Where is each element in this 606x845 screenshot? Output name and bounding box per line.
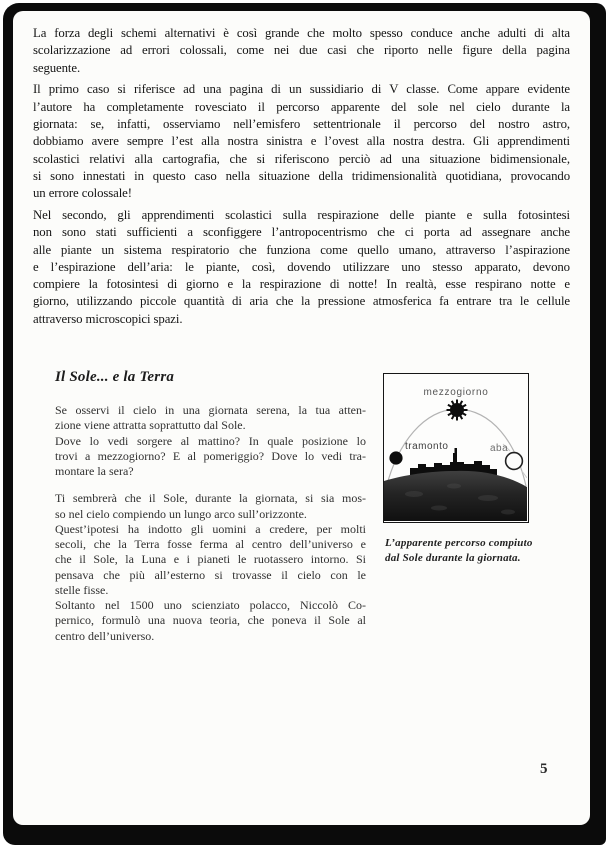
text-line: stelle fisse. xyxy=(55,582,109,597)
paragraph xyxy=(55,434,366,480)
textbook-excerpt xyxy=(55,368,366,644)
figure-caption-line: dal Sole durante la giornata. xyxy=(385,552,521,564)
sunrise-label: aba xyxy=(490,443,509,454)
paragraph xyxy=(33,207,570,328)
paragraph xyxy=(55,491,366,522)
page-number: 5 xyxy=(540,761,548,777)
text-line: Dove lo vedi sorgere al mattino? In quale posizione lo xyxy=(55,433,366,448)
sunset-label: tramonto xyxy=(405,441,449,452)
text-line: Soltanto nel 1500 uno scienziato polacco, Niccolò Co- xyxy=(55,598,366,612)
text-line: che il Sole, la Luna e i pianeti le ruotassero intorno. Si xyxy=(55,552,366,567)
text-line: scolarizzazione ad errori colossali, come nei due casi che riporto nelle figure della pagina xyxy=(33,43,570,58)
text-line: zione viene attratta soprattutto dal Sole. xyxy=(55,418,246,433)
text-line: giornata: se, infatti, osserviamo nell’emisfero settentrionale il percorso del nostro astro, xyxy=(33,116,570,131)
document-page xyxy=(13,11,590,825)
text-line: dobbiamo avere sempre l’est alla nostra sinistra e l’ovest alla nostra destra. Gli apprendimenti xyxy=(33,134,570,149)
text-line: Quest’ipotesi ha indotto gli uomini a credere, per molti xyxy=(55,521,366,536)
text-line: e l’espirazione dell’aria: le piante, così, dovendo utilizzare uno stesso apparato, devono xyxy=(33,259,570,274)
text-line: so nel cielo compiendo un lungo arco sull’orizzonte. xyxy=(55,506,307,521)
text-line: non sono stati sufficienti a sconfiggere l’antropocentrismo che ci porta ad assegnare anche xyxy=(33,225,570,240)
sunset-sun-icon xyxy=(389,451,402,464)
main-text-block xyxy=(33,25,570,333)
text-line: compiere la fotosintesi di giorno e la respirazione di notte! In realtà, esse respirano notte e xyxy=(33,277,570,292)
text-line: La forza degli schemi alternativi è così grande che molto spesso conduce anche adulti di alta xyxy=(33,26,570,40)
paragraph xyxy=(55,522,366,598)
text-line: trovi a mezzogiorno? E al pomeriggio? Dove lo vedi tra- xyxy=(55,448,366,463)
text-line: pensava che più all’esterno si trovasse il cielo con le xyxy=(55,567,366,582)
figure-caption-line: L’apparente percorso compiuto xyxy=(385,537,533,549)
village-silhouette xyxy=(410,448,497,475)
text-line: l’autore ha completamente rovesciato il percorso apparente del sole nel cielo durante la xyxy=(33,99,570,114)
text-line: un errore colossale! xyxy=(33,186,132,201)
text-line: seguente. xyxy=(33,60,81,75)
sunrise-sun-icon xyxy=(506,453,523,470)
sun-path-figure xyxy=(383,373,529,523)
excerpt-block xyxy=(55,491,366,644)
text-line: montare la sera? xyxy=(55,464,134,478)
excerpt-title: Il Sole... e la Terra xyxy=(55,369,175,385)
noon-label: mezzogiorno xyxy=(423,387,489,398)
noon-sun-icon xyxy=(447,400,468,421)
paragraph xyxy=(33,25,570,77)
text-line: alle piante un sistema respiratorio che funziona come quello umano, attraverso l’aspirazione xyxy=(33,242,570,257)
text-line: Nel secondo, gli apprendimenti scolastici sulla respirazione delle piante e sulla fotosintesi xyxy=(33,207,570,222)
figure-caption xyxy=(385,536,550,566)
text-line: centro dell’universo. xyxy=(55,628,155,643)
text-line: giorno, utilizzando piccole quantità di aria che la pressione atmosferica fa entrare tra le cellule xyxy=(33,294,570,309)
paragraph xyxy=(55,403,366,434)
text-line: Il primo caso si riferisce ad una pagina di un sussidiario di V classe. Come appare evidente xyxy=(33,82,570,97)
text-line: scolastici relativi alla cartografia, che si riferiscono perciò ad una situazione bidimensionale, xyxy=(33,151,570,166)
text-line: Ti sembrerà che il Sole, durante la giornata, si sia mos- xyxy=(55,491,366,506)
excerpt-block xyxy=(55,403,366,479)
text-line: Se osservi il cielo in una giornata serena, la tua atten- xyxy=(55,403,366,417)
text-line: secoli, che la Terra fosse ferma al centro dell’universo e xyxy=(55,537,366,551)
text-line: si sono innestati in questo caso nella situazione della tridimensionalità quotidiana, provocando xyxy=(33,168,570,183)
paragraph xyxy=(33,81,570,202)
text-line: attraverso microscopici spazi. xyxy=(33,311,183,326)
paragraph xyxy=(55,598,366,644)
text-line: pernico, formulò una nuova teoria, che poneva il Sole al xyxy=(55,613,366,628)
